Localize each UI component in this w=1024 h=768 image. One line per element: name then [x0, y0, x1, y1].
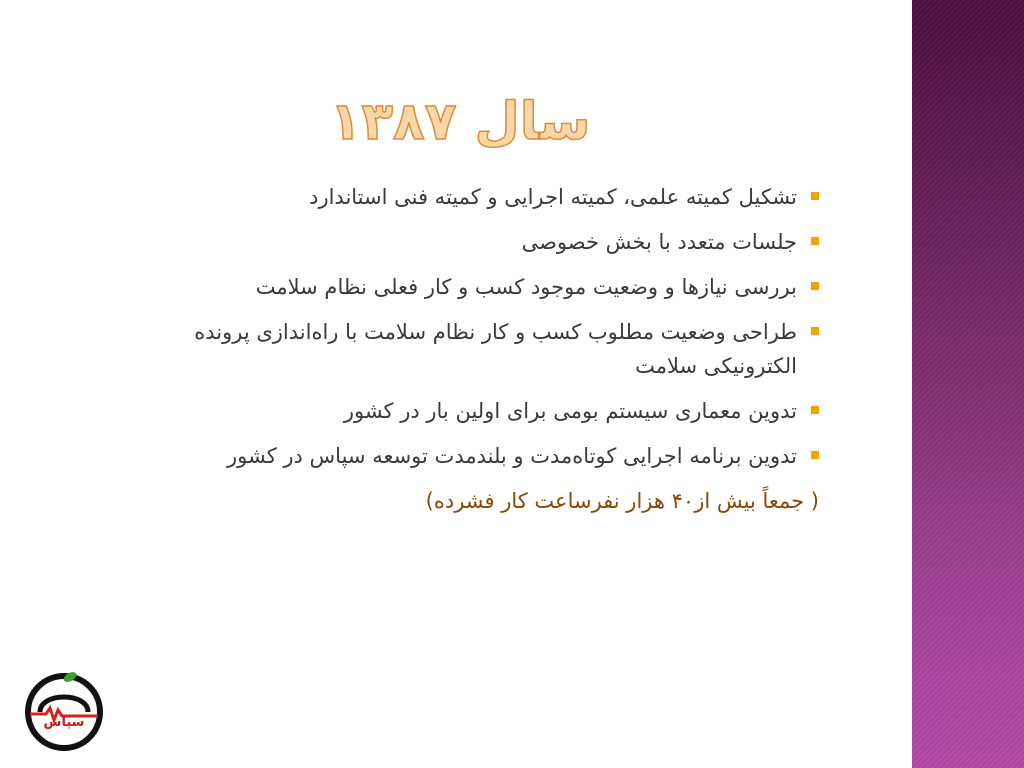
bullet-item [129, 180, 819, 214]
bullet-text: تشکیل کمیته علمی، کمیته اجرایی و کمیته فنی استاندارد [309, 185, 797, 209]
bullet-text: تدوین معماری سیستم بومی برای اولین بار در کشور [343, 399, 797, 423]
square-bullet-icon [811, 192, 819, 200]
bullet-item [129, 315, 819, 383]
decorative-side-band [912, 0, 1024, 768]
square-bullet-icon [811, 237, 819, 245]
bullet-text: جلسات متعدد با بخش خصوصی [521, 230, 797, 254]
square-bullet-icon [811, 282, 819, 290]
bullet-list [129, 180, 819, 473]
square-bullet-icon [811, 451, 819, 459]
slide-title: سال ۱۳۸۷ [329, 92, 591, 152]
summary-note: ( جمعاً بیش از۴۰ هزار نفرساعت کار فشرده) [425, 489, 819, 513]
sepas-logo-icon [22, 668, 106, 752]
bullet-item [129, 225, 819, 259]
bullet-text: بررسی نیازها و وضعیت موجود کسب و کار فعلی نظام سلامت [255, 275, 797, 299]
square-bullet-icon [811, 327, 819, 335]
bullet-item [129, 439, 819, 473]
bullet-item [129, 270, 819, 304]
bullet-text: طراحی وضعیت مطلوب کسب و کار نظام سلامت با راه‌اندازی پرونده الکترونیکی سلامت [194, 320, 797, 378]
bullet-text: تدوین برنامه اجرایی کوتاه‌مدت و بلندمدت توسعه سپاس در کشور [226, 444, 797, 468]
bullet-item [129, 394, 819, 428]
logo-wordmark: سپاس [43, 715, 85, 730]
square-bullet-icon [811, 406, 819, 414]
slide-content [129, 180, 819, 518]
